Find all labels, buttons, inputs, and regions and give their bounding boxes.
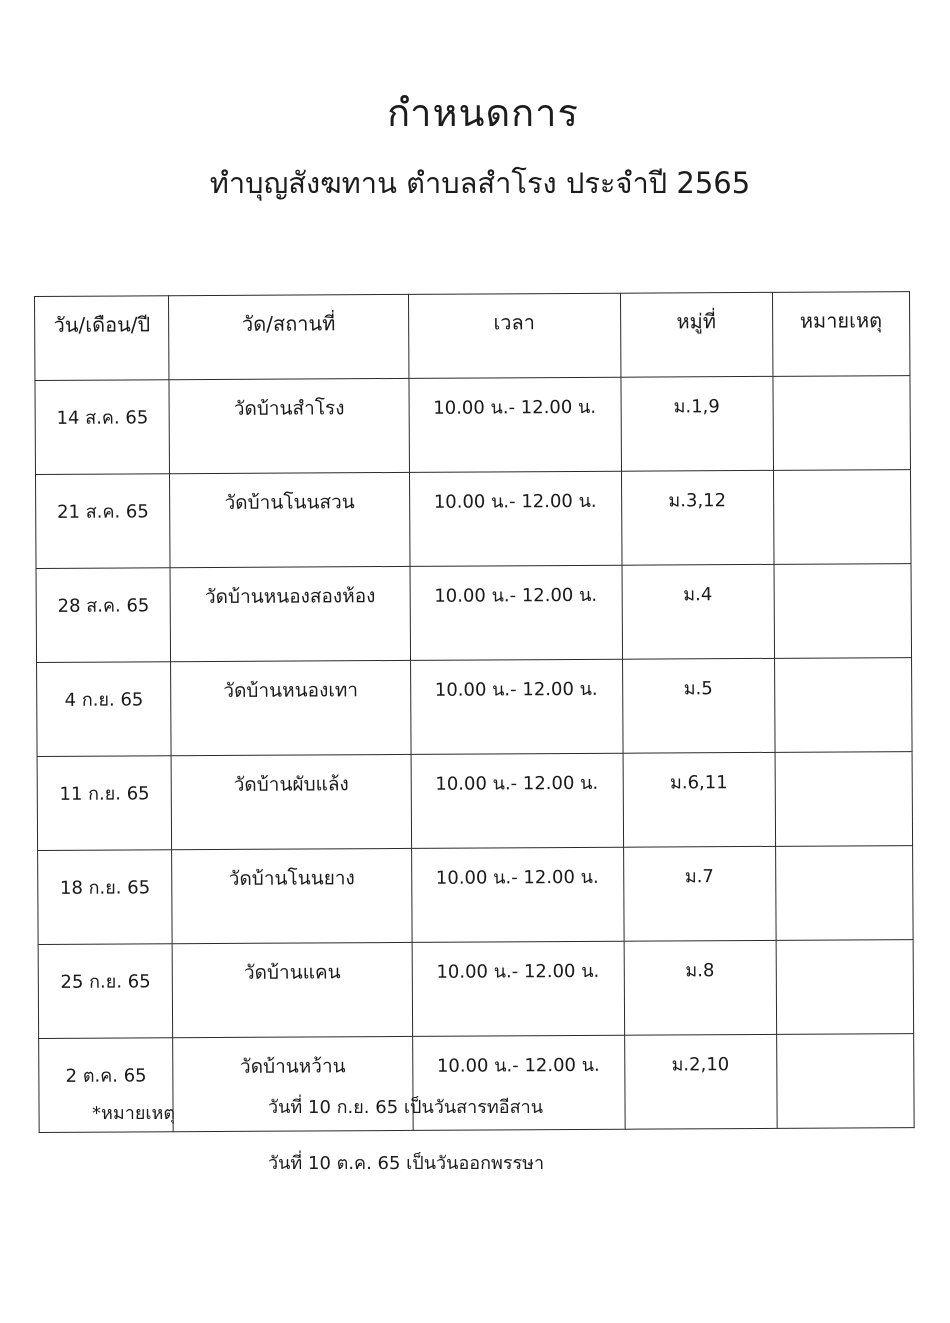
cell-village: ม.1,9 [620, 376, 773, 471]
table-header-row [35, 292, 910, 381]
cell-place: วัดบ้านสำโรง [169, 378, 409, 473]
cell-note [775, 846, 913, 941]
header-time: เวลา [408, 293, 620, 378]
cell-note [773, 376, 911, 471]
cell-time: 10.00 น.- 12.00 น. [411, 753, 624, 848]
cell-note [776, 1034, 914, 1129]
notes-label: *หมายเหตุ [92, 1103, 176, 1124]
cell-note [774, 658, 912, 753]
cell-time: 10.00 น.- 12.00 น. [408, 377, 621, 472]
header-place: วัด/สถานที่ [169, 294, 409, 379]
cell-note [773, 470, 911, 565]
cell-place: วัดบ้านหว้าน [173, 1036, 413, 1131]
header-note: หมายเหตุ [772, 292, 910, 377]
cell-place: วัดบ้านผับแล้ง [172, 754, 412, 849]
cell-note [776, 940, 914, 1035]
cell-note [775, 752, 913, 847]
table-row [35, 470, 911, 569]
cell-village: ม.8 [624, 940, 777, 1035]
cell-date: 2 ต.ค. 65 [39, 1038, 174, 1133]
cell-date: 14 ส.ค. 65 [35, 380, 170, 475]
cell-date: 11 ก.ย. 65 [37, 756, 172, 851]
cell-place: วัดบ้านหนองสองห้อง [171, 566, 411, 661]
table-row [35, 376, 911, 475]
table-row [36, 564, 912, 663]
header-date: วัน/เดือน/ปี [35, 296, 170, 381]
cell-place: วัดบ้านแคน [173, 942, 413, 1037]
header-village: หมู่ที่ [620, 292, 773, 377]
cell-village: ม.5 [622, 658, 775, 753]
table-row [37, 658, 913, 757]
cell-village: ม.7 [623, 846, 776, 941]
cell-date: 25 ก.ย. 65 [38, 944, 173, 1039]
table-row [38, 940, 914, 1039]
schedule-table [34, 291, 915, 1133]
cell-date: 21 ส.ค. 65 [35, 474, 170, 569]
cell-place: วัดบ้านโนนสวน [170, 472, 410, 567]
cell-date: 28 ส.ค. 65 [36, 568, 171, 663]
cell-time: 10.00 น.- 12.00 น. [411, 847, 624, 942]
cell-place: วัดบ้านโนนยาง [172, 848, 412, 943]
note-line: วันที่ 10 ก.ย. 65 เป็นวันสารทอีสาน [268, 1097, 543, 1118]
cell-note [774, 564, 912, 659]
cell-time: 10.00 น.- 12.00 น. [412, 1035, 625, 1130]
document-subtitle: ทำบุญสังฆทาน ตำบลสำโรง ประจำปี 2565 [209, 166, 751, 200]
cell-village: ม.3,12 [621, 470, 774, 565]
cell-time: 10.00 น.- 12.00 น. [410, 659, 623, 754]
cell-time: 10.00 น.- 12.00 น. [409, 471, 622, 566]
cell-time: 10.00 น.- 12.00 น. [412, 941, 625, 1036]
cell-date: 4 ก.ย. 65 [37, 662, 172, 757]
cell-village: ม.2,10 [624, 1034, 777, 1129]
cell-date: 18 ก.ย. 65 [38, 850, 173, 945]
table-row [38, 846, 914, 945]
table-row [37, 752, 913, 851]
document-title: กำหนดการ [387, 91, 579, 135]
cell-village: ม.6,11 [623, 752, 776, 847]
cell-village: ม.4 [622, 564, 775, 659]
cell-place: วัดบ้านหนองเทา [171, 660, 411, 755]
note-line: วันที่ 10 ต.ค. 65 เป็นวันออกพรรษา [268, 1153, 545, 1174]
cell-time: 10.00 น.- 12.00 น. [410, 565, 623, 660]
